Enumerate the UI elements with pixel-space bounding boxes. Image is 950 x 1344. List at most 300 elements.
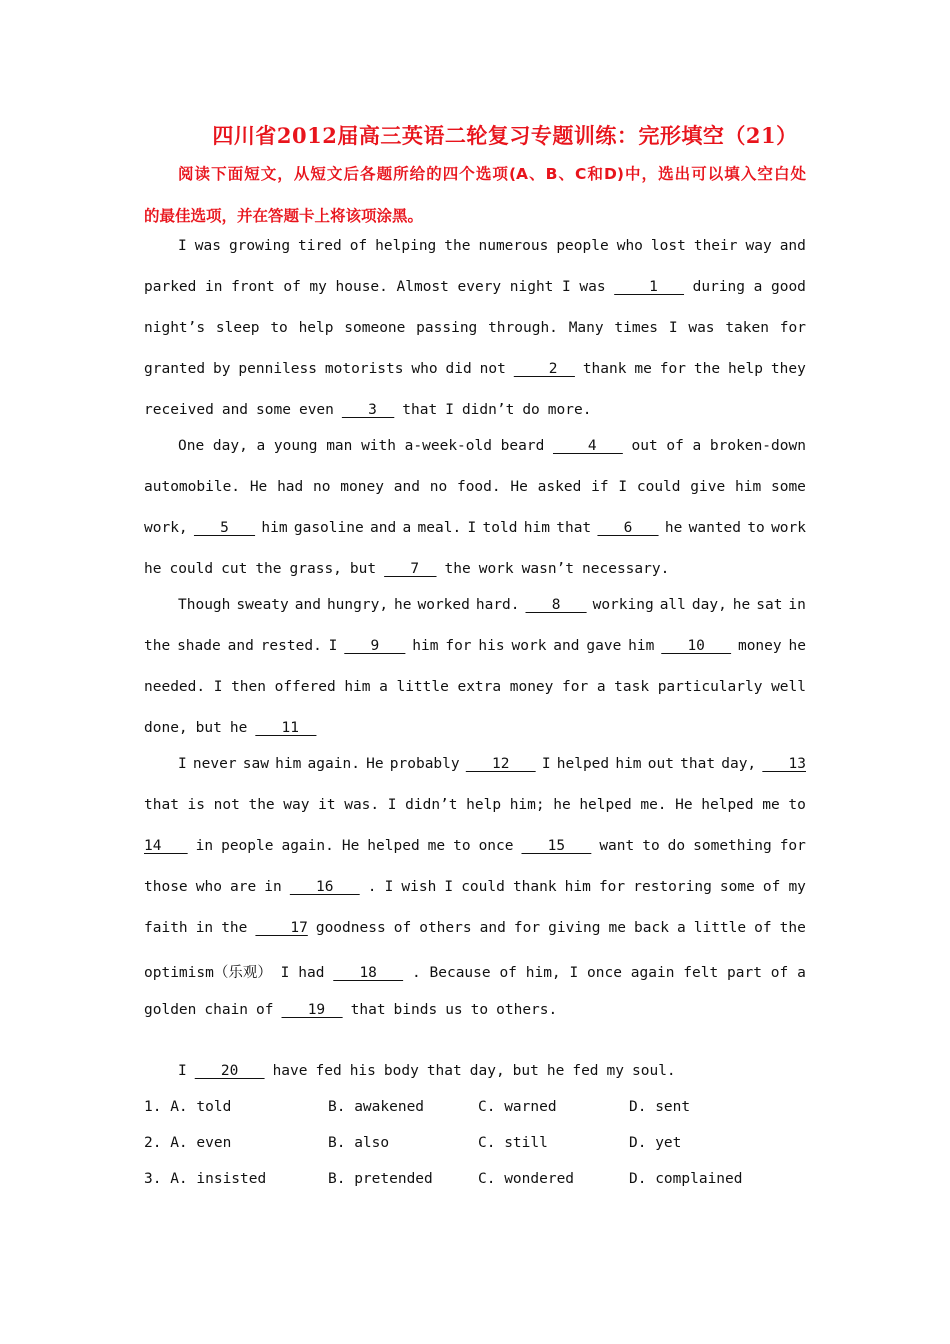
answer-blank: 2: [513, 361, 575, 377]
passage-word: .: [367, 879, 377, 895]
passage-word: working: [592, 597, 654, 613]
instructions-line-1: 阅读下面短文，从短文后各题所给的四个选项(A、B、C和D)中，选出可以填入空白处: [178, 165, 806, 183]
passage-word-with-blank: [255, 920, 307, 936]
passage-word: the: [221, 920, 248, 936]
passage-word: they: [770, 361, 806, 377]
passage-word: and: [779, 238, 806, 254]
passage-word: man: [326, 438, 353, 454]
option-d: D. complained: [629, 1171, 743, 1187]
passage-word: of: [349, 238, 368, 254]
passage-word: shade: [177, 638, 221, 654]
passage-word-with-blank: [195, 1063, 265, 1079]
passage-word: some: [719, 879, 755, 895]
passage-word: a: [379, 679, 388, 695]
passage-word: saw: [242, 756, 269, 772]
passage-word: sweaty: [236, 597, 289, 613]
passage-word: and: [393, 479, 420, 495]
passage-word-with-blank: [521, 838, 591, 854]
passage-word: numerous: [478, 238, 549, 254]
passage-word: and: [221, 402, 249, 418]
passage-word-with-blank: [282, 1002, 343, 1018]
passage-word: broken-down: [709, 438, 806, 454]
passage-word: young: [273, 438, 318, 454]
passage-word-with-blank: [144, 838, 188, 854]
passage-word-with-blank: [526, 597, 587, 613]
passage-word: Many: [568, 320, 604, 336]
passage-word: the: [248, 797, 275, 813]
passage-word: task: [614, 679, 650, 695]
passage-word: parked: [144, 279, 197, 295]
passage-word: no: [313, 479, 331, 495]
answer-blank: 6: [597, 520, 659, 536]
passage-word: of: [770, 965, 789, 981]
passage-word: him: [344, 679, 371, 695]
passage-line: [144, 320, 806, 344]
passage-word: growing: [228, 238, 291, 254]
passage-word: in: [195, 838, 214, 854]
passage-word: beard: [500, 438, 545, 454]
passage-word: me: [427, 838, 446, 854]
passage-word: I: [562, 279, 571, 295]
passage-word: way: [283, 797, 310, 813]
passage-word: could: [636, 479, 681, 495]
passage-word-with-blank: [661, 638, 731, 654]
passage-word: probably: [389, 756, 460, 772]
passage-word: night’s: [144, 320, 206, 336]
passage-word: times: [614, 320, 659, 336]
passage-word: out: [647, 756, 674, 772]
passage-word: he: [788, 638, 806, 654]
passage-word: who: [616, 238, 643, 254]
passage-word: grass,: [289, 561, 342, 577]
passage-word: I: [668, 320, 678, 336]
passage-word: I: [445, 402, 454, 418]
passage-word: again.: [307, 756, 360, 772]
passage-word: could: [169, 561, 214, 577]
passage-line: [144, 402, 806, 426]
passage-word: his: [478, 638, 505, 654]
passage-word: .: [411, 965, 421, 981]
passage-word: the: [444, 238, 471, 254]
passage-word: work: [511, 638, 547, 654]
passage-word-with-blank: [466, 756, 536, 772]
passage-word: helped: [367, 838, 420, 854]
passage-word: could: [461, 879, 505, 895]
answer-blank: 8: [525, 597, 587, 613]
passage-word: of: [666, 438, 684, 454]
passage-word: part: [727, 965, 762, 981]
passage-word: and: [479, 920, 506, 936]
answer-blank: 16: [289, 879, 360, 895]
passage-line: [144, 679, 806, 703]
passage-line: [144, 638, 806, 662]
passage-word: have: [272, 1063, 308, 1079]
passage-word: particularly: [657, 679, 763, 695]
passage-word: I: [387, 797, 397, 813]
passage-word: him: [412, 638, 439, 654]
passage-word: taken: [725, 320, 769, 336]
passage-word: of: [256, 1002, 274, 1018]
passage-word: are: [230, 879, 257, 895]
option-d: D. yet: [629, 1135, 682, 1151]
passage-word: golden: [144, 1002, 197, 1018]
passage-word: someone: [344, 320, 406, 336]
passage-word: he: [229, 720, 248, 736]
passage-word: others.: [496, 1002, 558, 1018]
passage-word: that: [680, 756, 716, 772]
option-a: 3. A. insisted: [144, 1171, 267, 1187]
passage-word: him: [564, 879, 591, 895]
passage-word: him,: [525, 965, 561, 981]
passage-word: give: [690, 479, 726, 495]
passage-word: out: [631, 438, 658, 454]
passage-line: [144, 756, 806, 780]
passage-word-with-blank: [614, 279, 684, 295]
doc-title: 四川省2012届高三英语二轮复习专题训练：完形填空（21）: [212, 123, 798, 148]
passage-word: a: [676, 920, 686, 936]
passage-word: every: [457, 279, 502, 295]
answer-blank: 4: [552, 438, 623, 454]
passage-word: who: [195, 879, 222, 895]
passage-word: him: [275, 756, 302, 772]
passage-word: necessary.: [582, 561, 670, 577]
passage-word: help: [466, 797, 502, 813]
passage-word: he: [546, 1063, 565, 1079]
passage-word: but: [512, 1063, 539, 1079]
passage-word: sleep: [215, 320, 260, 336]
passage-word: front: [231, 279, 275, 295]
passage-word: a-week-old: [404, 438, 492, 454]
passage-word: through.: [488, 320, 558, 336]
passage-word: the: [144, 638, 171, 654]
passage-line: [144, 797, 806, 821]
passage-word: fed: [572, 1063, 599, 1079]
passage-word: of: [283, 279, 301, 295]
passage-word: not: [213, 797, 240, 813]
passage-word: some: [256, 402, 291, 418]
answer-blank: 15: [521, 838, 592, 854]
passage-line: [144, 961, 806, 985]
passage-word: body: [383, 1063, 419, 1079]
passage-word: a: [402, 520, 412, 536]
passage-word: of: [499, 965, 517, 981]
passage-line: [144, 279, 806, 303]
passage-line: [144, 720, 806, 744]
passage-word: that: [556, 520, 592, 536]
passage-word: people: [556, 238, 609, 254]
passage-word: Almost: [396, 279, 449, 295]
passage-word: to: [788, 797, 806, 813]
passage-word-with-blank: [290, 879, 360, 895]
passage-word: lost: [650, 238, 686, 254]
passage-word: in: [205, 279, 223, 295]
passage-word: of: [393, 920, 412, 936]
passage-word: I: [467, 520, 477, 536]
passage-word: wish: [401, 879, 437, 895]
passage-word: a: [753, 279, 763, 295]
passage-word: was: [688, 320, 715, 336]
passage-word: a: [256, 438, 266, 454]
passage-word: for: [562, 679, 589, 695]
passage-word: I: [618, 479, 628, 495]
passage-word: helping: [375, 238, 437, 254]
answer-blank: 1: [614, 279, 685, 295]
passage-word: He: [366, 756, 384, 772]
passage-word: for: [659, 361, 686, 377]
passage-word: for: [779, 320, 806, 336]
passage-word: my: [788, 879, 806, 895]
passage-word-with-blank: [255, 720, 316, 736]
passage-word-with-blank: [597, 520, 658, 536]
answer-blank: 10: [661, 638, 732, 654]
passage-word: him;: [509, 797, 545, 813]
answer-blank: 14: [144, 838, 188, 854]
passage-word: he: [732, 597, 751, 613]
passage-word: meal.: [417, 520, 462, 536]
passage-word: even: [298, 402, 334, 418]
passage-word: goodness: [315, 920, 386, 936]
passage-line: [144, 879, 806, 903]
passage-word: I: [541, 756, 551, 772]
option-c: C. still: [478, 1135, 548, 1151]
passage-word: the: [444, 561, 471, 577]
passage-word: day,: [212, 438, 248, 454]
passage-word: had: [277, 479, 304, 495]
passage-line: [144, 561, 806, 585]
passage-word: received: [144, 402, 214, 418]
passage-word: and: [553, 638, 580, 654]
passage-word: me.: [640, 797, 667, 813]
passage-word: helped: [701, 797, 754, 813]
passage-word: was: [579, 279, 606, 295]
option-c: C. wondered: [478, 1171, 575, 1187]
passage-word: I: [178, 238, 187, 254]
passage-line: [144, 1002, 806, 1026]
passage-word: done,: [144, 720, 188, 736]
passage-word: little: [693, 920, 747, 936]
passage-word: me: [608, 920, 626, 936]
passage-word: those: [144, 879, 188, 895]
passage-word: He: [675, 797, 693, 813]
passage-word: me: [762, 797, 780, 813]
passage-word: that: [426, 1063, 462, 1079]
passage-word: the: [255, 561, 282, 577]
passage-line: [144, 920, 806, 944]
answer-blank: 17: [255, 920, 308, 936]
passage-word: others: [419, 920, 472, 936]
passage-word: faith: [144, 920, 188, 936]
passage-word: once: [587, 965, 622, 981]
passage-word: chain: [204, 1002, 249, 1018]
passage-word: it: [318, 797, 336, 813]
passage-word: to: [747, 520, 765, 536]
passage-word: for: [598, 879, 626, 895]
passage-word: to: [270, 320, 288, 336]
passage-word: and: [294, 597, 321, 613]
passage-word: house.: [335, 279, 388, 295]
passage-word: he: [144, 561, 162, 577]
passage-word: a: [596, 679, 606, 695]
passage-word: is: [187, 797, 206, 813]
passage-word: day,: [721, 756, 757, 772]
passage-word: fed: [315, 1063, 342, 1079]
passage-word: help: [728, 361, 763, 377]
passage-word: in: [264, 879, 282, 895]
passage-line: [144, 479, 806, 503]
passage-word: some: [770, 479, 806, 495]
passage-word-with-blank: [194, 520, 255, 536]
passage-word: He: [249, 479, 268, 495]
passage-word: hard.: [475, 597, 520, 613]
passage-word: to: [453, 838, 471, 854]
passage-word: of: [762, 879, 781, 895]
passage-word: penniless: [238, 361, 317, 377]
passage-word: him: [523, 520, 550, 536]
passage-word: of: [754, 920, 772, 936]
passage-word: wasn’t: [521, 561, 575, 577]
passage-word: him: [615, 756, 642, 772]
passage-word: extra: [457, 679, 502, 695]
passage-word: thank: [512, 879, 557, 895]
passage-word: all: [659, 597, 686, 613]
passage-word: day,: [691, 597, 727, 613]
passage-line: [144, 520, 806, 544]
passage-word: that: [350, 1002, 386, 1018]
passage-word: me: [634, 361, 652, 377]
option-b: B. also: [328, 1135, 390, 1151]
passage-word: by: [213, 361, 231, 377]
option-b: B. awakened: [328, 1099, 425, 1115]
option-b: B. pretended: [328, 1171, 433, 1187]
passage-word: he: [664, 520, 683, 536]
passage-word-with-blank: [344, 638, 405, 654]
passage-word: tired: [298, 238, 342, 254]
passage-word: during: [692, 279, 746, 295]
passage-word: helped: [579, 797, 632, 813]
passage-word: us: [445, 1002, 463, 1018]
passage-word: money: [509, 679, 554, 695]
passage-word: that: [144, 797, 179, 813]
passage-word: his: [349, 1063, 376, 1079]
passage-word: had: [298, 965, 325, 981]
passage-word: no: [429, 479, 448, 495]
passage-word: felt: [683, 965, 719, 981]
passage-word-with-blank: [384, 561, 436, 577]
passage-word: their: [693, 238, 738, 254]
passage-word-with-blank: [342, 402, 394, 418]
passage-word: giving: [548, 920, 601, 936]
passage-word: never: [192, 756, 237, 772]
passage-word: passing: [416, 320, 478, 336]
passage-word: my: [309, 279, 327, 295]
passage-word: for: [513, 920, 541, 936]
passage-word-with-blank: [553, 438, 623, 454]
passage-word: Because: [429, 965, 491, 981]
passage-word: helped: [556, 756, 610, 772]
passage-line: [144, 597, 806, 621]
passage-word: optimism（乐观）: [144, 965, 272, 981]
passage-word: want: [599, 838, 635, 854]
passage-word: I: [384, 879, 394, 895]
option-row: [144, 1099, 806, 1123]
passage-word-with-blank: [333, 965, 403, 981]
instructions-line-2: 的最佳选项，并在答题卡上将该项涂黑。: [144, 207, 424, 225]
answer-blank: 12: [465, 756, 536, 772]
option-row: [144, 1171, 806, 1195]
passage-word: automobile.: [144, 479, 241, 495]
passage-word: then: [231, 679, 266, 695]
passage-word: again: [630, 965, 675, 981]
passage-word: did: [445, 361, 472, 377]
passage-word: a: [797, 965, 806, 981]
passage-word: didn’t: [461, 402, 515, 418]
passage-word: people: [221, 838, 274, 854]
passage-word: in: [788, 597, 806, 613]
passage-word-with-blank: [514, 361, 575, 377]
passage-word: sat: [756, 597, 783, 613]
passage-line: [144, 238, 806, 262]
answer-blank: 18: [333, 965, 404, 981]
passage-word: something: [693, 838, 772, 854]
passage-word: to: [470, 1002, 489, 1018]
passage-word: him: [261, 520, 288, 536]
option-c: C. warned: [478, 1099, 557, 1115]
passage-word: well: [771, 679, 806, 695]
option-d: D. sent: [629, 1099, 691, 1115]
passage-word: but: [349, 561, 377, 577]
passage-word: do: [667, 838, 686, 854]
passage-word: cut: [221, 561, 248, 577]
passage-word: gasoline: [293, 520, 364, 536]
passage-word: to: [642, 838, 660, 854]
passage-word: work: [771, 520, 806, 536]
option-row: [144, 1135, 806, 1159]
passage-word: him: [628, 638, 655, 654]
passage-word: was.: [344, 797, 380, 813]
passage-word: way: [745, 238, 772, 254]
passage-line: [144, 361, 806, 385]
passage-word: wanted: [688, 520, 742, 536]
passage-word: and: [227, 638, 254, 654]
passage-word: money: [737, 638, 782, 654]
passage-word: He: [510, 479, 528, 495]
passage-word: good: [770, 279, 806, 295]
passage-word: work: [478, 561, 514, 577]
passage-word: little: [396, 679, 449, 695]
passage-word: was: [194, 238, 221, 254]
passage-word: food.: [456, 479, 501, 495]
passage-word: I: [569, 965, 579, 981]
passage-word: soul.: [632, 1063, 676, 1079]
passage-word: offered: [274, 679, 336, 695]
answer-blank: 19: [281, 1002, 343, 1018]
passage-word: my: [606, 1063, 625, 1079]
passage-line: [144, 438, 806, 462]
passage-word: he: [553, 797, 571, 813]
passage-word: I: [444, 879, 454, 895]
passage-word: granted: [144, 361, 206, 377]
passage-word: the: [779, 920, 806, 936]
answer-blank: 9: [344, 638, 406, 654]
passage-word: a: [692, 438, 702, 454]
passage-word: restoring: [633, 879, 712, 895]
passage-word: asked: [537, 479, 582, 495]
passage-word: money: [340, 479, 384, 495]
answer-blank: 7: [384, 561, 437, 577]
answer-blank: 13: [762, 756, 806, 772]
passage-word: that: [402, 402, 438, 418]
passage-word: again.: [281, 838, 334, 854]
